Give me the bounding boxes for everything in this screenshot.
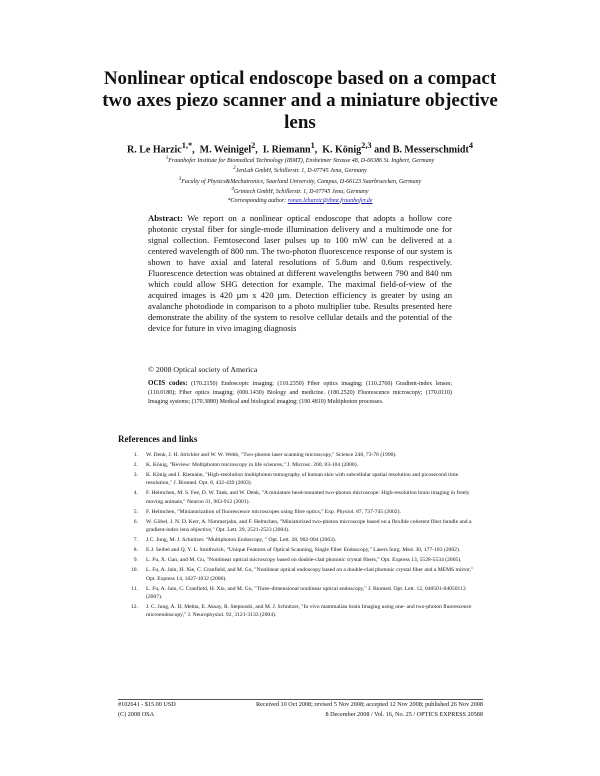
footer-history: Received 10 Oct 2008; revised 5 Nov 2008; accepted 12 Nov 2008; published 26 Nov 2008 [255, 701, 483, 708]
footer-copyright: (C) 2008 OSA [118, 711, 155, 718]
ocis-label: OCIS codes: [148, 379, 188, 387]
reference-item: 7. J.C. Jung, M. J. Schnitzer. "Multiphoton Endoscopy, " Opt. Lett. 28, 902-904 (2003). [133, 537, 337, 544]
author-affil-marker: 2 [251, 141, 256, 150]
reference-item: 4. F. Helmchen, M. S. Fee, D. W. Tank, and W. Denk, "A miniature head-mounted two-photon microscope: High-resolution brain imaging in freely moving animals," Neuron 31, 903-912 (2001). [133, 490, 470, 505]
author-name: M. Weinigel [199, 144, 252, 156]
reference-item: 6. W. Göbel, J. N. D. Kerr, A. Nimmerjahn, and F. Helmchen, "Miniaturized two-photon microscope based on a flexible coherent fiber bundle and a gradient-index lens objective," Opt. Lett. 29, 2521-2523 (2004). [133, 518, 472, 534]
reference-list [118, 451, 483, 621]
ocis-text: (170.2150) Endoscopic imaging; (110.2350) Fiber optics imaging; (110.2760) Gradient-index lenses; (110.0180); Fiber optics imaging; (000.1430) Biology and medicine. (180.2520) Fluorescence microscopy; (170.0110) Imaging systems; (170.3880) Medical and biological imaging; (190.4810) Multiphoton processes. [148, 381, 452, 405]
footer-divider [118, 699, 483, 700]
author-name: K. König [322, 144, 362, 156]
footer-price: #102641 - $15.00 USD [118, 701, 176, 708]
abstract-text: We report on a nonlinear optical endoscope that adopts a hollow core photonic crystal fiber for single-mode illumination delivery and a multimode one for signal collection. Femtosecond laser pulses up to 100 mW can be delivered at a centered wavelength of 800 nm. The two-photon fluorescence response of our system is shown to have axial and lateral resolutions of 5.8um and 0.6um respectively. Fluorescence detection was obtained at different wavelengths between 790 and 840 nm which could allow SHG detection for example. The maximal field-of-view of the acquired images is 420 µm x 420 µm. Detection efficiency is greater by using an avalanche photodiode in comparison to a photo multiplier tube. Results presented here demonstrate the ability of the system to resolve cellular details and the potential of the device for future in vivo imaging diagnosis [148, 213, 452, 334]
author-affil-marker: 1,* [181, 141, 193, 150]
paper-title: Nonlinear optical endoscope based on a compact two axes piezo scanner and a miniature objective lens [102, 68, 498, 133]
reference-item: 1. W. Denk, J. H. Strickler and W. W. Webb, "Two-photon laser scanning microscopy," Science 248, 73-76 (1990). [133, 452, 397, 458]
author-name: B. Messerschmidt [392, 144, 469, 156]
author-name: R. Le Harzic [127, 144, 182, 156]
affiliation: $^4$Grintech GmbH, Schillerstr. 1, D-07745 Jena, Germany [231, 187, 369, 196]
footer-journal: 8 December 2008 / Vol. 16, No. 25 / OPTICS EXPRESS 20588 [325, 711, 483, 718]
reference-item: 11. L. Fu, A. Jain, C. Cranfield, H. Xie, and M. Gu, "Three-dimensional nonlinear optical endoscopy," J. Biomed. Opt. Lett. 12, 040501-04050113 (2007). [131, 585, 466, 601]
footer-line-2 [118, 711, 483, 718]
abstract [148, 213, 452, 335]
author-affil-marker: 2,3 [361, 141, 372, 150]
author-name: I. Riemann [262, 144, 311, 156]
reference-item: 3. K. König and I. Riemann, "High-resolution multiphoton tomography of human skin with subcellular spatial resolution and picosecond time resolution," J. Biomed. Opt. 8, 432-439 (2003). [133, 472, 459, 487]
reference-item: 9. L. Fu, X. Gan, and M. Gu, "Nonlinear optical microscopy based on double-clad photonic crystal fibers," Opt. Express 13, 5528-5534 (2005). [133, 557, 462, 564]
reference-item: 12. J. C. Jung, A. D. Mehta, E. Aksay, R. Stepnoski, and M. J. Schnitzer, "In vivo mammalian brain Imaging using one- and two-photon fluorescence microendoscopy," J. Neurophysiol. 92, 3121-3133 (2004). [131, 604, 472, 619]
reference-item: 10. L. Fu, A. Jain, H. Xie, C. Cranfield, and M. Gu, "Nonlinear optical endoscopy based on a double-clad photonic crystal fiber and a MEMS mirror," Opt. Express 14, 1027-1032 (2006). [131, 567, 474, 582]
reference-item: 2. K. König, "Review: Multiphoton microscopy in life sciences," J. Microsc. 200, 83-104 (2000). [133, 462, 358, 468]
affiliation: $^3$Faculty of Physics&Mechatronics, Saarland University, Campus, D-66123 Saarbruecken, Germany [178, 176, 422, 185]
footer-line-1 [118, 701, 483, 708]
ocis-codes [148, 379, 452, 407]
copyright-notice: © 2008 Optical society of America [148, 365, 258, 374]
author-list: R. Le Harzic$^{1,*}$, M. Weinigel$^2$, I. Riemann$^1$, K. König$^{2,3}$ and B. Messerschmidt$^4$ [127, 141, 473, 156]
author-affil-marker: 4 [468, 141, 473, 150]
reference-item: 8. E.J. Seibel and Q. Y. L. Smithwick, "Unique Features of Optical Scanning, Single Fiber Endoscopy," Lasers Surg. Med. 30, 177-183 (2002). [133, 547, 461, 554]
author-affil-marker: 1 [310, 141, 315, 150]
corresponding-author: *Corresponding author: ronan.leharzic@ibmt.fraunhofer.de [227, 197, 373, 204]
reference-item: 5. F. Helmchen, "Miniaturization of fluorescence microscopes using fibre optics," Exp. Physiol. 87, 737-745 (2002). [133, 508, 401, 515]
affiliation-list [60, 155, 540, 205]
references-heading: References and links [118, 434, 198, 444]
affiliation: $^1$Fraunhofer Institute for Biomedical Technology (IBMT), Ensheimer Strasse 48, D-66386 St. Ingbert, Germany [165, 156, 435, 164]
author-email-link[interactable]: ronan.leharzic@ibmt.fraunhofer.de [287, 197, 373, 204]
abstract-label: Abstract: [148, 213, 183, 223]
affiliation: $^2$JenLab GmbH, Schillerstr. 1, D-07745 Jena, Germany [233, 166, 367, 175]
